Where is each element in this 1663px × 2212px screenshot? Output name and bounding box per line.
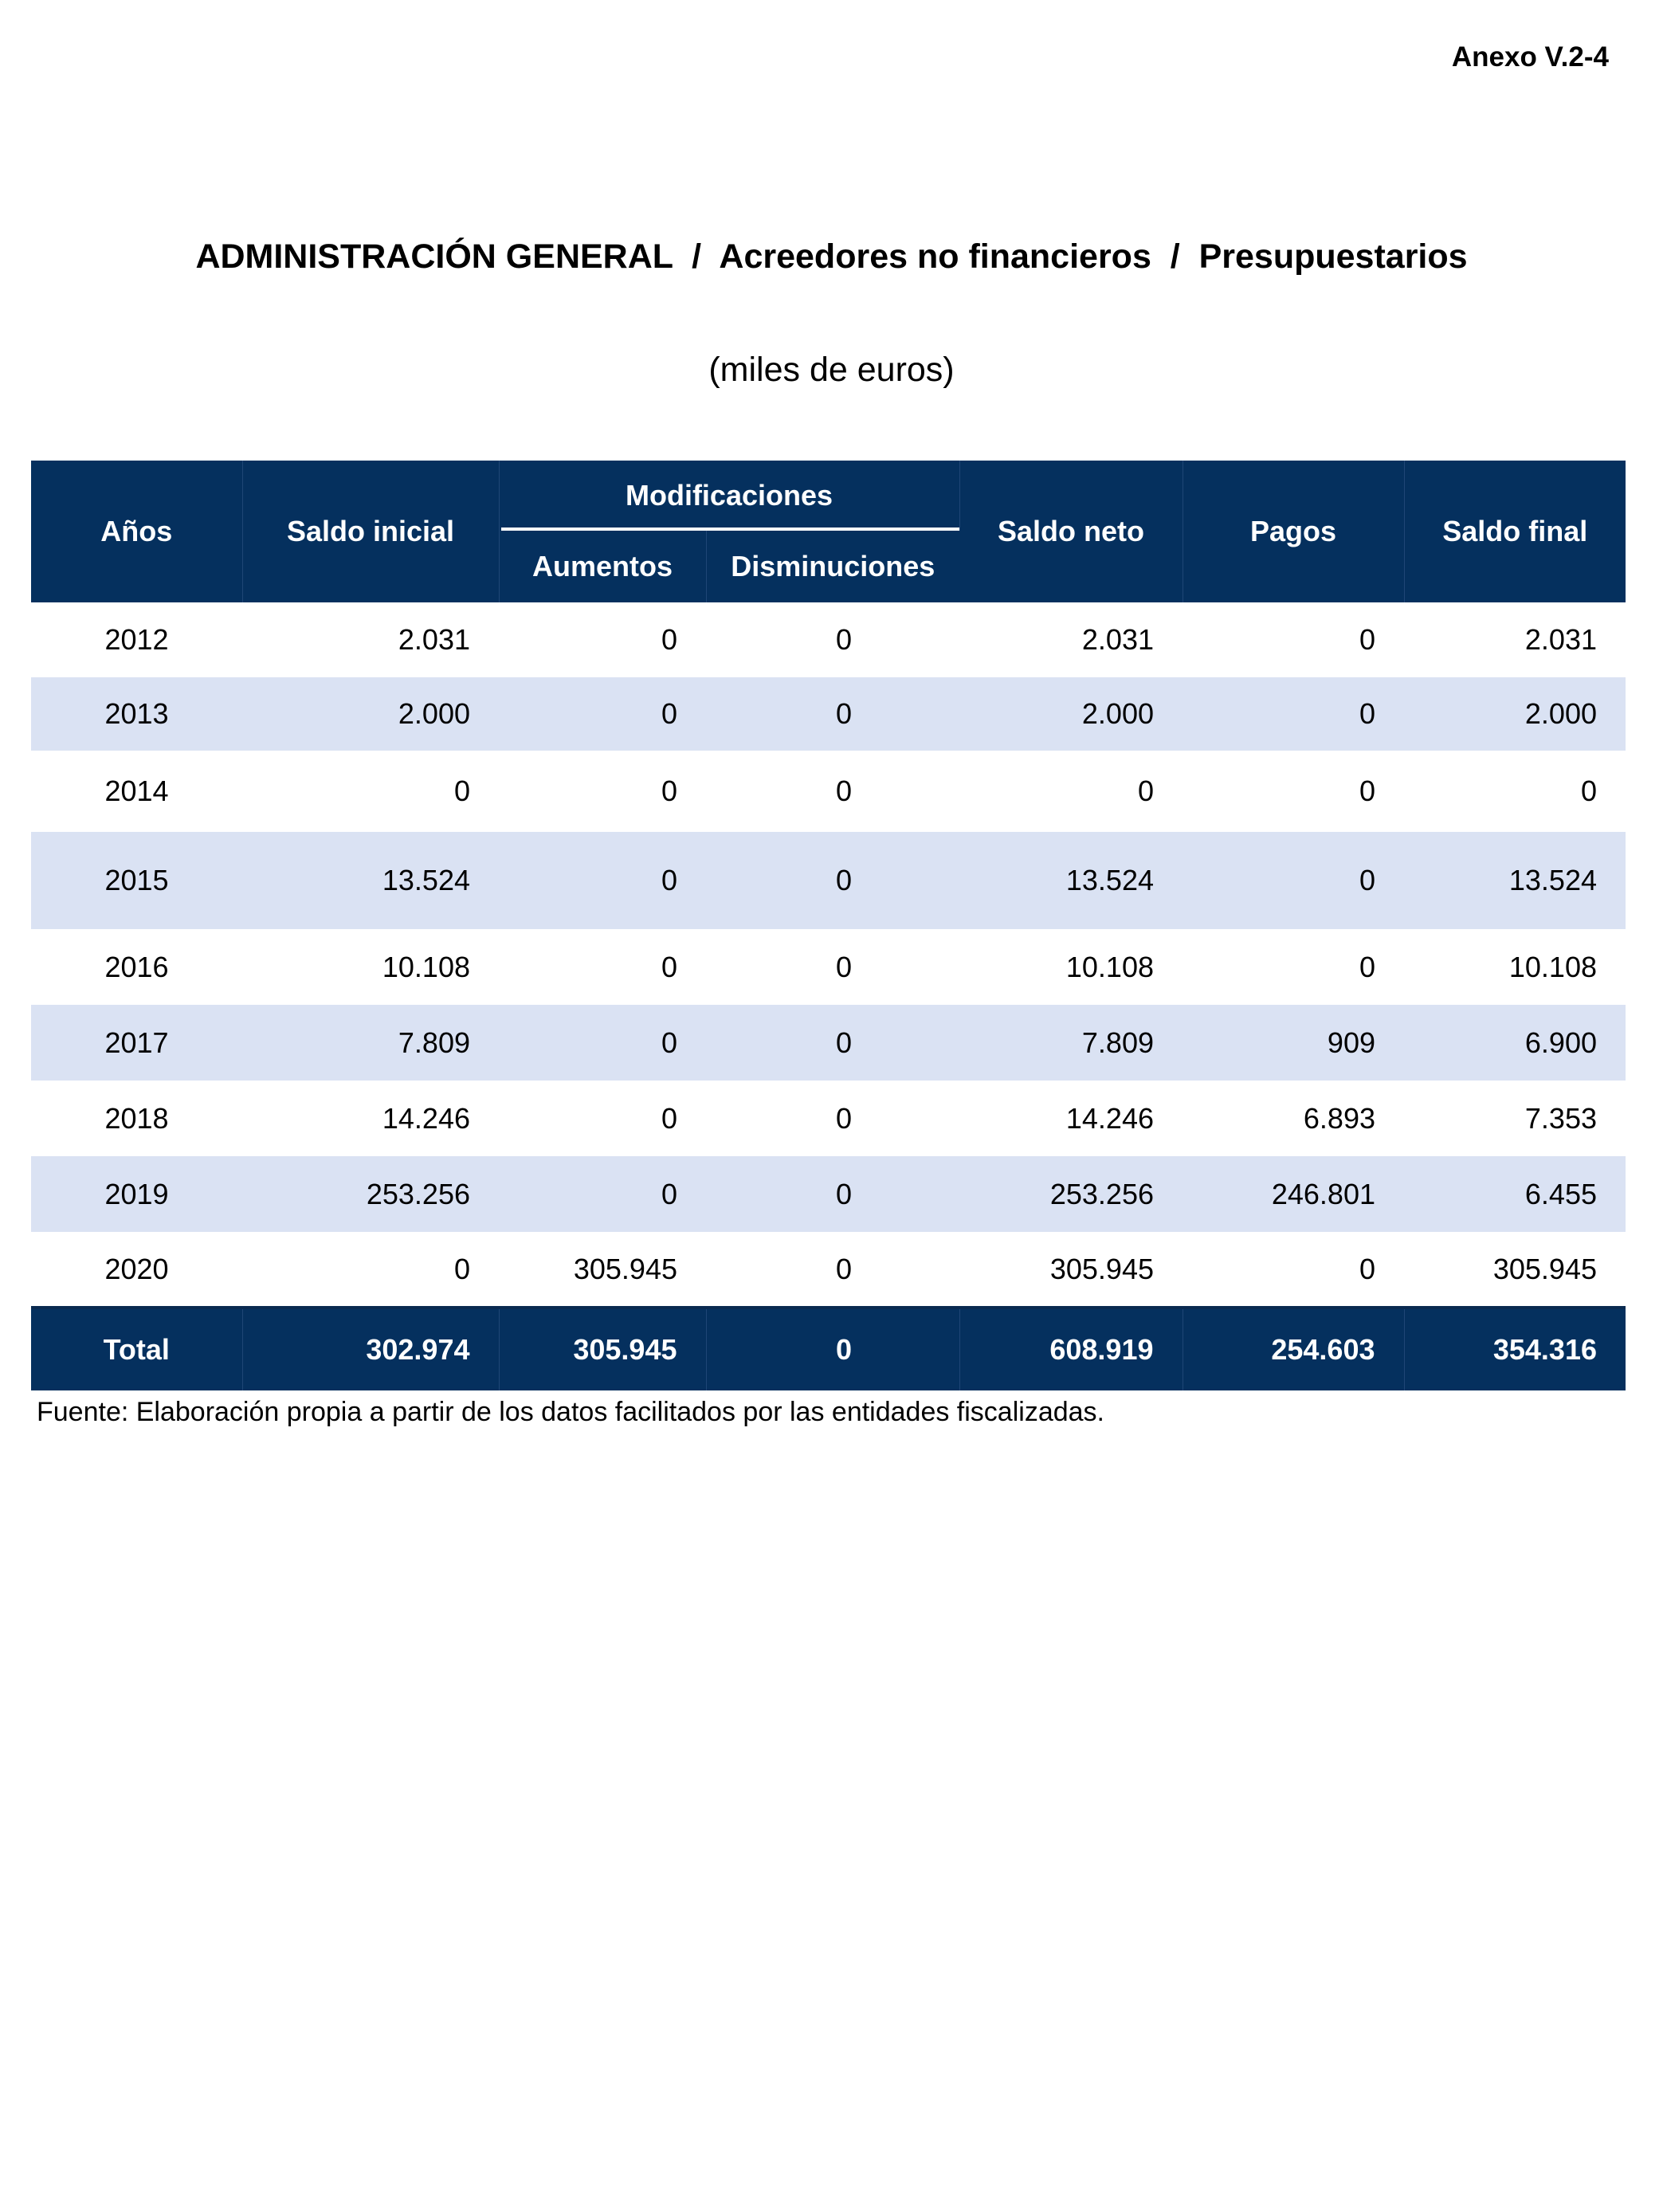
cell-pagos: 0: [1359, 950, 1375, 983]
cell-aumentos: 0: [499, 1005, 706, 1081]
header-pagos: Pagos: [1183, 461, 1404, 602]
cell-aumentos: 0: [661, 775, 677, 807]
cell-saldo-final: 2.000: [1404, 677, 1626, 751]
cell-saldo-final: 2.031: [1524, 623, 1597, 656]
table-row: [31, 1156, 1626, 1232]
cell-saldo-neto: 14.246: [1065, 1101, 1154, 1135]
cell-total-pagos: 254.603: [1183, 1308, 1404, 1390]
cell-pagos: 0: [1359, 623, 1375, 656]
table-row: [31, 832, 1626, 929]
cell-disminuciones: 0: [835, 950, 853, 983]
cell-aumentos: 305.945: [573, 1252, 677, 1285]
cell-saldo-neto: 10.108: [1065, 950, 1154, 983]
cell-disminuciones: 0: [706, 1156, 959, 1232]
cell-saldo-neto: 2.031: [1081, 623, 1154, 656]
cell-saldo-inicial: 2.031: [398, 623, 470, 656]
cell-disminuciones: 0: [706, 1005, 959, 1081]
cell-total-saldo-neto: 608.919: [959, 1308, 1183, 1390]
cell-saldo-inicial: 0: [453, 1252, 470, 1285]
cell-disminuciones: 0: [706, 832, 959, 929]
cell-saldo-neto: 0: [1137, 775, 1154, 807]
page-title: ADMINISTRACIÓN GENERAL / Acreedores no financieros / Presupuestarios: [195, 237, 1468, 276]
cell-disminuciones: 0: [835, 1101, 853, 1135]
cell-aumentos: 0: [661, 950, 677, 983]
table-row: [31, 602, 1626, 677]
table-row: [31, 929, 1626, 1005]
cell-disminuciones: 0: [835, 775, 853, 807]
header-saldo-neto: Saldo neto: [959, 461, 1183, 602]
cell-pagos: 246.801: [1183, 1156, 1404, 1232]
cell-disminuciones: 0: [835, 1252, 853, 1285]
cell-saldo-inicial: 0: [453, 775, 470, 807]
cell-year: 2020: [104, 1252, 169, 1285]
cell-pagos: 909: [1183, 1005, 1404, 1081]
table-row: [31, 751, 1626, 832]
cell-pagos: 0: [1183, 677, 1404, 751]
header-disminuciones: Disminuciones: [706, 531, 959, 602]
cell-saldo-neto: 2.000: [959, 677, 1183, 751]
cell-pagos: 0: [1359, 1252, 1375, 1285]
annex-label: Anexo V.2-4: [1451, 41, 1609, 73]
header-saldo-inicial: Saldo inicial: [242, 461, 499, 602]
cell-aumentos: 0: [499, 677, 706, 751]
cell-disminuciones: 0: [835, 623, 853, 656]
cell-year: 2016: [104, 950, 169, 983]
cell-saldo-neto: 253.256: [959, 1156, 1183, 1232]
cell-saldo-neto: 7.809: [959, 1005, 1183, 1081]
cell-pagos: 0: [1183, 832, 1404, 929]
header-aumentos: Aumentos: [499, 531, 706, 602]
cell-saldo-final: 305.945: [1492, 1252, 1597, 1285]
cell-saldo-inicial: 14.246: [382, 1101, 470, 1135]
cell-aumentos: 0: [499, 1156, 706, 1232]
cell-saldo-final: 13.524: [1404, 832, 1626, 929]
cell-saldo-inicial: 10.108: [382, 950, 470, 983]
cell-total-aumentos: 305.945: [499, 1308, 706, 1390]
header-years: Años: [31, 461, 242, 602]
cell-pagos: 6.893: [1303, 1101, 1375, 1135]
table-row: [31, 1005, 1626, 1081]
cell-saldo-final: 7.353: [1524, 1101, 1597, 1135]
table-row: [31, 1081, 1626, 1156]
header-modificaciones: Modificaciones: [499, 461, 959, 531]
cell-total-saldo-final: 354.316: [1404, 1308, 1626, 1390]
cell-saldo-neto: 13.524: [959, 832, 1183, 929]
cell-disminuciones: 0: [706, 677, 959, 751]
cell-saldo-inicial: 253.256: [242, 1156, 499, 1232]
table-row: [31, 677, 1626, 751]
table-total-row: [31, 1308, 1626, 1390]
cell-saldo-inicial: 7.809: [242, 1005, 499, 1081]
cell-saldo-inicial: 13.524: [242, 832, 499, 929]
cell-year: 2013: [31, 677, 242, 751]
units-subtitle: (miles de euros): [708, 351, 955, 389]
cell-total-label: Total: [31, 1308, 242, 1390]
cell-aumentos: 0: [661, 1101, 677, 1135]
table-row: [31, 1232, 1626, 1308]
cell-saldo-final: 0: [1580, 775, 1597, 807]
header-saldo-final: Saldo final: [1404, 461, 1626, 602]
cell-total-saldo-inicial: 302.974: [242, 1308, 499, 1390]
cell-saldo-inicial: 2.000: [242, 677, 499, 751]
cell-year: 2012: [104, 623, 169, 656]
cell-year: 2018: [104, 1101, 169, 1135]
cell-aumentos: 0: [661, 623, 677, 656]
cell-year: 2017: [31, 1005, 242, 1081]
cell-pagos: 0: [1359, 775, 1375, 807]
cell-saldo-final: 6.455: [1404, 1156, 1626, 1232]
creditors-table: [31, 461, 1626, 1390]
cell-year: 2015: [31, 832, 242, 929]
cell-year: 2019: [31, 1156, 242, 1232]
cell-aumentos: 0: [499, 832, 706, 929]
source-note: Fuente: Elaboración propia a partir de los datos facilitados por las entidades fiscalizadas.: [37, 1397, 1104, 1427]
cell-saldo-neto: 305.945: [1049, 1252, 1154, 1285]
cell-year: 2014: [104, 775, 169, 807]
cell-total-disminuciones: 0: [706, 1308, 959, 1390]
cell-saldo-final: 6.900: [1404, 1005, 1626, 1081]
cell-saldo-final: 10.108: [1508, 950, 1597, 983]
